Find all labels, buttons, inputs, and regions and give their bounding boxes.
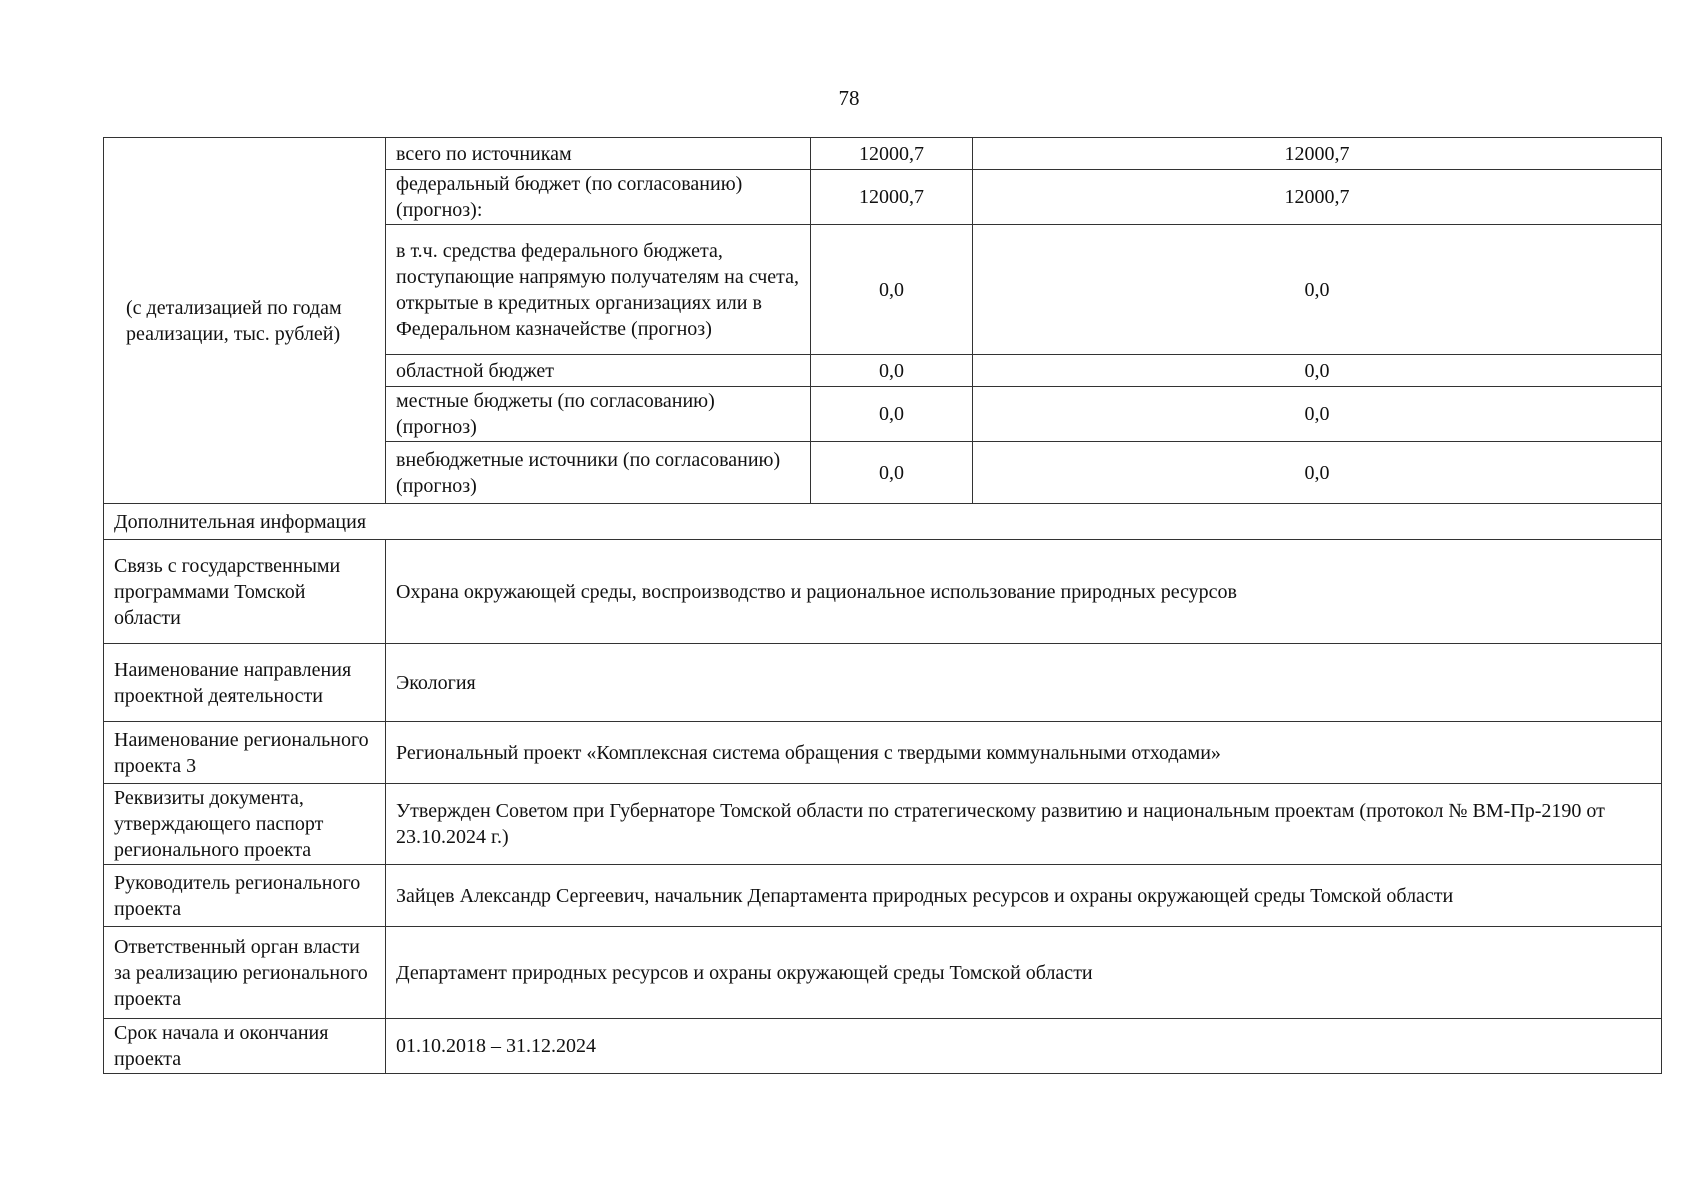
additional-heading: Дополнительная информация	[104, 504, 1662, 540]
funding-value-2: 0,0	[973, 355, 1662, 387]
passport-table	[103, 137, 1662, 1074]
info-label: Связь с государственными программами Томской области	[104, 540, 386, 644]
funding-value-2: 0,0	[973, 225, 1662, 355]
funding-value-1: 12000,7	[811, 138, 973, 170]
info-label: Руководитель регионального проекта	[104, 865, 386, 927]
info-value: Утвержден Советом при Губернаторе Томской области по стратегическому развитию и национальным проектам (протокол № ВМ-Пр-2190 от 23.10.2024 г.)	[386, 784, 1662, 865]
funding-source-cell	[386, 170, 811, 225]
funding-label-cell	[104, 138, 386, 504]
info-row	[104, 784, 1662, 865]
info-value: Департамент природных ресурсов и охраны окружающей среды Томской области	[386, 927, 1662, 1019]
funding-value-1: 0,0	[811, 225, 973, 355]
funding-value-1: 0,0	[811, 442, 973, 504]
funding-source-cell	[386, 355, 811, 387]
info-label: Наименование направления проектной деятельности	[104, 644, 386, 722]
info-value: Региональный проект «Комплексная система обращения с твердыми коммунальными отходами»	[386, 722, 1662, 784]
additional-heading-row	[104, 504, 1662, 540]
funding-value-2: 0,0	[973, 387, 1662, 442]
info-row	[104, 722, 1662, 784]
funding-source-cell	[386, 442, 811, 504]
info-label: Реквизиты документа, утверждающего паспорт регионального проекта	[104, 784, 386, 865]
funding-value-1: 12000,7	[811, 170, 973, 225]
funding-source: в т.ч. средства федерального бюджета, поступающие напрямую получателям на счета, открытые в кредитных организациях или в Федеральном казначействе (прогноз)	[396, 239, 800, 340]
info-label: Ответственный орган власти за реализацию регионального проекта	[104, 927, 386, 1019]
funding-source-cell	[386, 387, 811, 442]
funding-source: всего по источникам	[396, 142, 572, 165]
info-row	[104, 1019, 1662, 1074]
funding-source: федеральный бюджет (по согласованию) (прогноз):	[396, 173, 743, 221]
info-value: Зайцев Александр Сергеевич, начальник Департамента природных ресурсов и охраны окружающей среды Томской области	[386, 865, 1662, 927]
info-row	[104, 865, 1662, 927]
funding-source: областной бюджет	[396, 359, 555, 382]
info-row	[104, 644, 1662, 722]
funding-value-2: 12000,7	[973, 138, 1662, 170]
funding-source: внебюджетные источники (по согласованию) (прогноз)	[396, 448, 781, 497]
info-value: 01.10.2018 – 31.12.2024	[386, 1019, 1662, 1074]
info-label: Срок начала и окончания проекта	[104, 1019, 386, 1074]
funding-value-2: 12000,7	[973, 170, 1662, 225]
funding-value-1: 0,0	[811, 355, 973, 387]
funding-source-cell	[386, 225, 811, 355]
funding-row	[104, 138, 1662, 170]
info-value: Охрана окружающей среды, воспроизводство и рациональное использование природных ресурсов	[386, 540, 1662, 644]
funding-value-1: 0,0	[811, 387, 973, 442]
info-row	[104, 927, 1662, 1019]
page-number: 78	[838, 86, 860, 110]
info-label: Наименование регионального проекта 3	[104, 722, 386, 784]
info-row	[104, 540, 1662, 644]
funding-source-cell	[386, 138, 811, 170]
info-value: Экология	[386, 644, 1662, 722]
funding-label: (с детализацией по годам реализации, тыс. рублей)	[126, 296, 342, 345]
funding-source: местные бюджеты (по согласованию) (прогноз)	[396, 390, 715, 438]
funding-value-2: 0,0	[973, 442, 1662, 504]
